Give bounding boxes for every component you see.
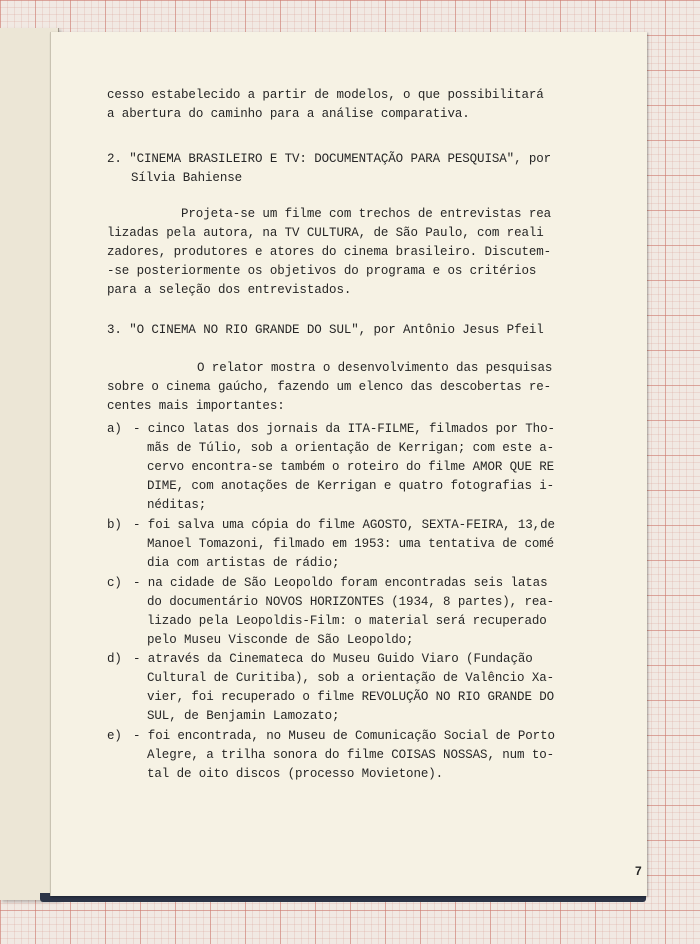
list-item-line: DIME, com anotações de Kerrigan e quatro fotografias i- [147, 479, 555, 493]
list-item-line: SUL, de Benjamin Lamozato; [147, 709, 340, 723]
list-marker: a) [107, 422, 122, 436]
list-item-line: tal de oito discos (processo Movietone). [147, 767, 444, 781]
list-item-line: - na cidade de São Leopoldo foram encontradas seis latas [133, 576, 548, 590]
page-content [51, 32, 647, 896]
list-item-line: vier, foi recuperado o filme REVOLUÇÃO NO RIO GRANDE DO [147, 690, 555, 704]
list-marker: e) [107, 729, 122, 743]
list-item-line: Alegre, a trilha sonora do filme COISAS NOSSAS, num to- [147, 748, 555, 762]
paragraph-line: O relator mostra o desenvolvimento das pesquisas [197, 361, 553, 375]
section-heading-author: Sílvia Bahiense [131, 171, 243, 185]
paragraph-line: lizadas pela autora, na TV CULTURA, de São Paulo, com reali [107, 226, 544, 240]
paragraph-line: Projeta-se um filme com trechos de entrevistas rea [181, 207, 552, 221]
list-item-line: pelo Museu Visconde de São Leopoldo; [147, 633, 414, 647]
list-item-line: - foi salva uma cópia do filme AGOSTO, SEXTA-FEIRA, 13,de [133, 518, 555, 532]
section-heading: 3. "O CINEMA NO RIO GRANDE DO SUL", por Antônio Jesus Pfeil [107, 323, 544, 337]
list-item-line: lizado pela Leopoldis-Film: o material será recuperado [147, 614, 547, 628]
list-item-line: mãs de Túlio, sob a orientação de Kerrigan; com este a- [147, 441, 555, 455]
list-item-line: - foi encontrada, no Museu de Comunicação Social de Porto [133, 729, 555, 743]
list-item-line: do documentário NOVOS HORIZONTES (1934, 8 partes), rea- [147, 595, 555, 609]
list-item-line: dia com artistas de rádio; [147, 556, 340, 570]
list-marker: c) [107, 576, 122, 590]
list-item-line: - cinco latas dos jornais da ITA-FILME, filmados por Tho- [133, 422, 555, 436]
list-marker: d) [107, 652, 122, 666]
section-heading: 2. "CINEMA BRASILEIRO E TV: DOCUMENTAÇÃO PARA PESQUISA", por [107, 152, 552, 166]
list-item-line: - através da Cinemateca do Museu Guido Viaro (Fundação [133, 652, 533, 666]
list-item-line: néditas; [147, 498, 207, 512]
list-item-line: Cultural de Curitiba), sob a orientação de Valêncio Xa- [147, 671, 555, 685]
list-marker: b) [107, 518, 122, 532]
document-page [50, 32, 647, 896]
paragraph-line: para a seleção dos entrevistados. [107, 283, 352, 297]
list-item-line: cervo encontra-se também o roteiro do filme AMOR QUE RE [147, 460, 555, 474]
paragraph-line: zadores, produtores e atores do cinema brasileiro. Discutem- [107, 245, 552, 259]
intro-line: cesso estabelecido a partir de modelos, o que possibilitará [107, 88, 544, 102]
paragraph-line: -se posteriormente os objetivos do programa e os critérios [107, 264, 537, 278]
paragraph-line: sobre o cinema gaúcho, fazendo um elenco das descobertas re- [107, 380, 552, 394]
page-number: 7 [635, 864, 642, 878]
paragraph-line: centes mais importantes: [107, 399, 285, 413]
intro-line: a abertura do caminho para a análise comparativa. [107, 107, 470, 121]
list-item-line: Manoel Tomazoni, filmado em 1953: uma tentativa de comé [147, 537, 555, 551]
